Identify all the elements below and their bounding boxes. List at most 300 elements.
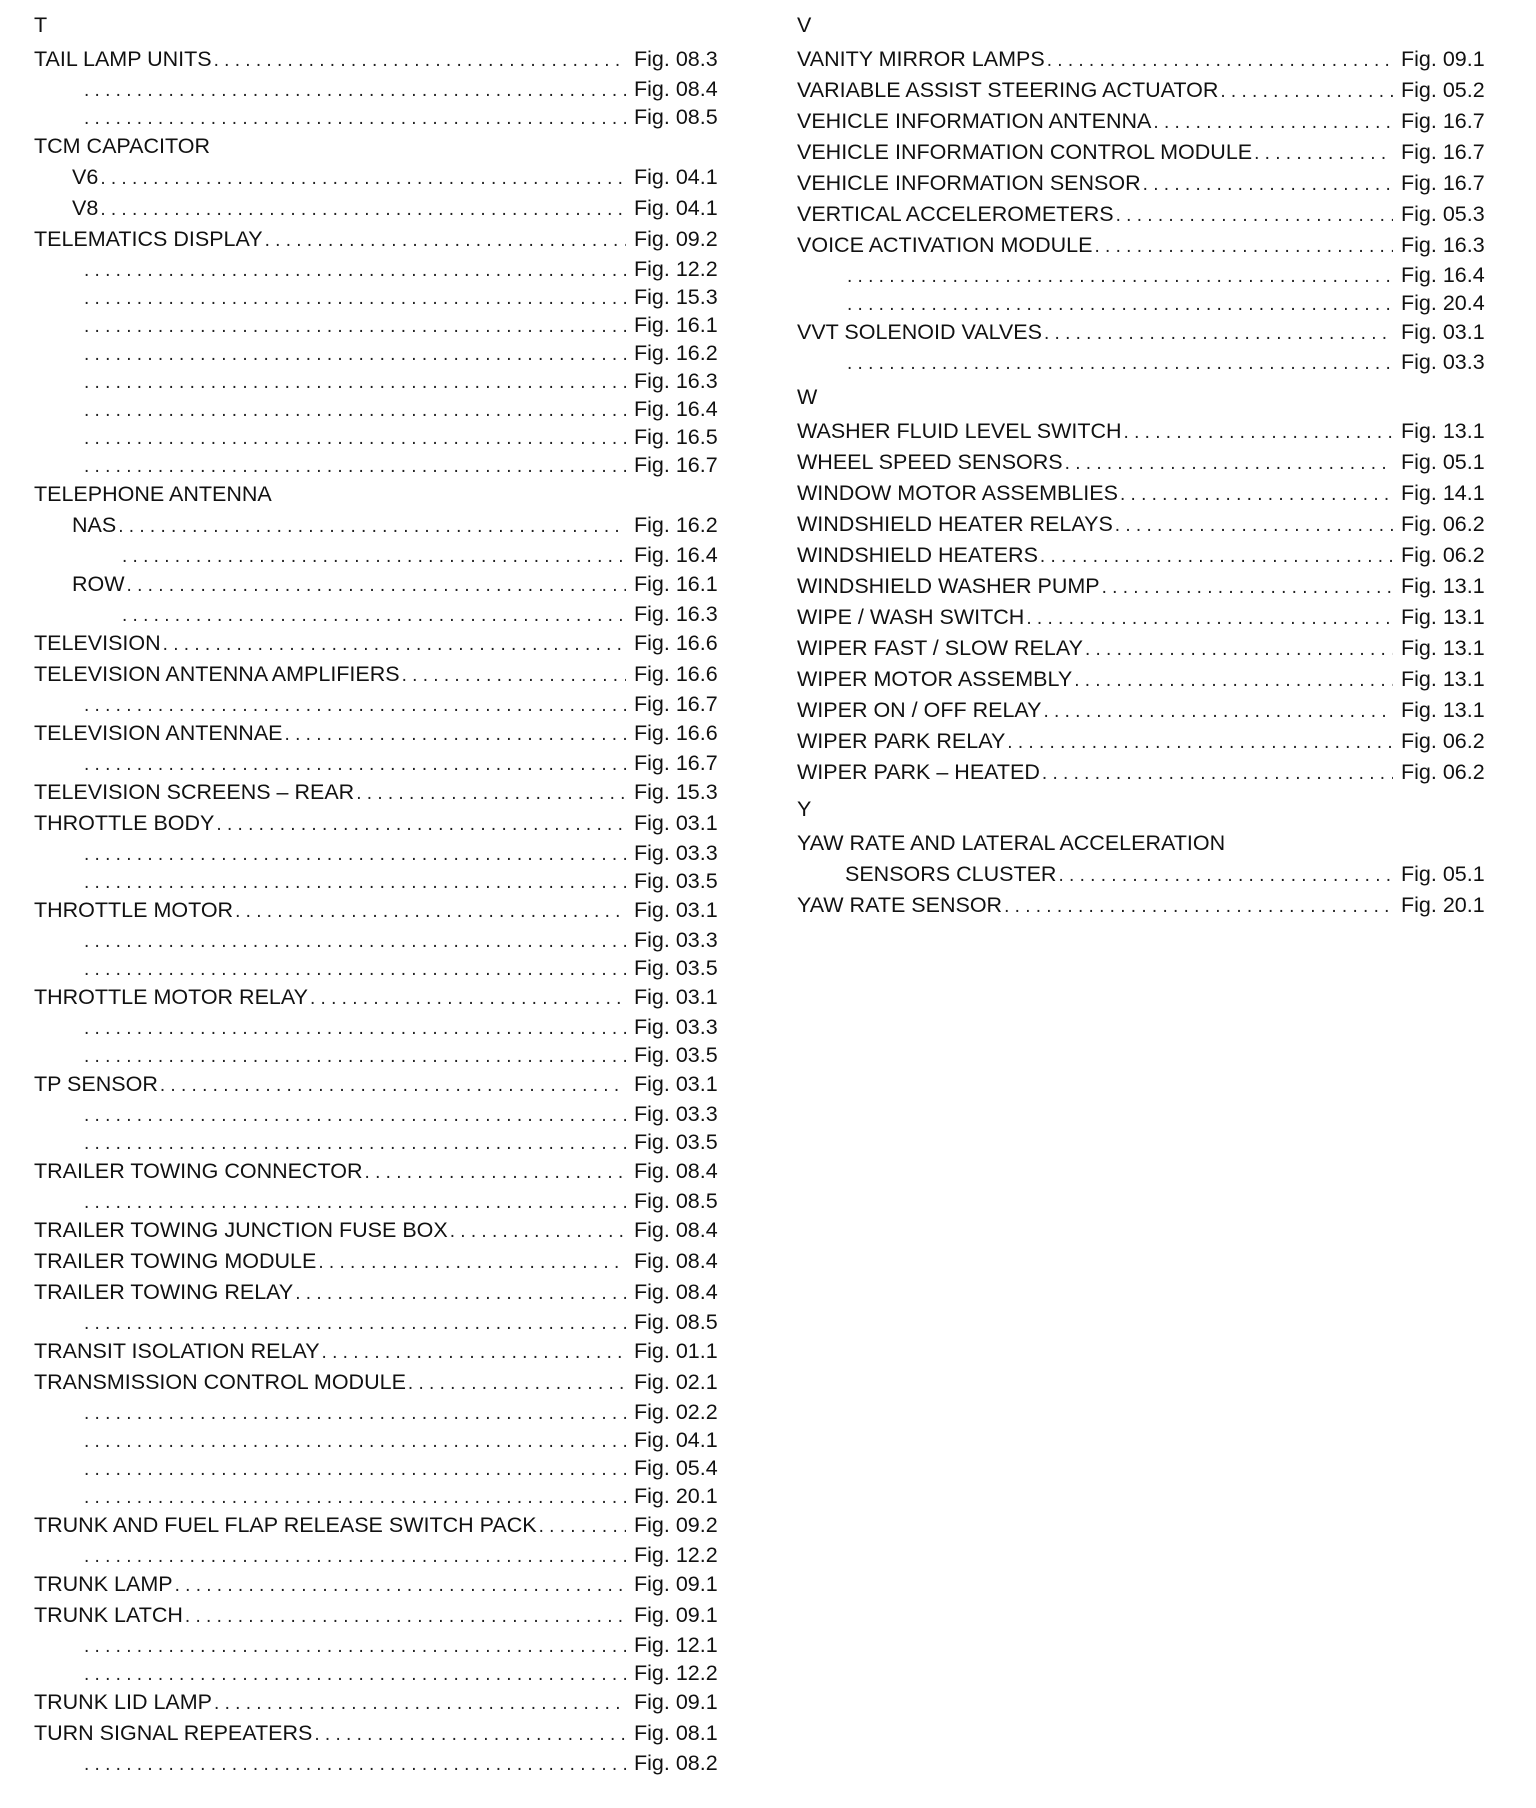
entry-label: VERTICAL ACCELEROMETERS — [797, 202, 1114, 226]
figure-reference[interactable]: Fig. 06.2 — [1401, 729, 1485, 753]
index-entry — [34, 690, 720, 718]
figure-reference[interactable]: Fig. 03.1 — [634, 985, 718, 1009]
index-entry — [34, 1659, 720, 1687]
figure-reference[interactable]: Fig. 09.1 — [1401, 47, 1485, 71]
dot-leader — [322, 1337, 626, 1367]
entry-label: NAS — [72, 513, 117, 537]
entry-label: WINDOW MOTOR ASSEMBLIES — [797, 481, 1118, 505]
dot-leader — [84, 453, 626, 479]
figure-reference[interactable]: Fig. 08.4 — [634, 1218, 718, 1242]
entry-label: WINDSHIELD HEATER RELAYS — [797, 512, 1113, 536]
dot-leader — [1153, 107, 1393, 137]
entry-label: WIPE / WASH SWITCH — [797, 605, 1025, 629]
dot-leader — [84, 1400, 626, 1426]
index-entry — [34, 311, 720, 339]
figure-reference[interactable]: Fig. 03.5 — [634, 1043, 718, 1067]
figure-reference[interactable]: Fig. 04.1 — [634, 165, 718, 189]
figure-reference[interactable]: Fig. 08.3 — [634, 47, 718, 71]
index-entry — [34, 193, 720, 224]
entry-label: VEHICLE INFORMATION ANTENNA — [797, 109, 1152, 133]
figure-reference[interactable]: Fig. 16.4 — [634, 543, 718, 567]
index-entry — [797, 168, 1487, 199]
index-entry — [34, 423, 720, 451]
dot-leader — [1042, 758, 1393, 788]
dot-leader — [1065, 448, 1393, 478]
index-entry — [797, 859, 1487, 890]
index-entry — [34, 1367, 720, 1398]
figure-reference[interactable]: Fig. 09.1 — [634, 1690, 718, 1714]
dot-leader — [1044, 318, 1393, 348]
figure-reference[interactable]: Fig. 16.1 — [634, 572, 718, 596]
index-entry — [34, 1308, 720, 1336]
dot-leader — [285, 719, 626, 749]
index-entry — [34, 1041, 720, 1069]
entry-label: WIPER ON / OFF RELAY — [797, 698, 1042, 722]
index-entry — [34, 395, 720, 423]
figure-reference[interactable]: Fig. 16.3 — [634, 369, 718, 393]
dot-leader — [84, 956, 626, 982]
figure-reference[interactable]: Fig. 08.5 — [634, 105, 718, 129]
figure-reference[interactable]: Fig. 16.2 — [634, 341, 718, 365]
index-entry — [34, 162, 720, 193]
figure-reference[interactable]: Fig. 20.4 — [1401, 291, 1485, 315]
index-entry — [34, 808, 720, 839]
index-entry — [34, 1687, 720, 1718]
index-entry — [797, 44, 1487, 75]
entry-label: TAIL LAMP UNITS — [34, 47, 212, 71]
figure-reference[interactable]: Fig. 15.3 — [634, 285, 718, 309]
dot-leader — [84, 1543, 626, 1569]
dot-leader — [84, 341, 626, 367]
section-letter: W — [797, 385, 818, 409]
dot-leader — [84, 692, 626, 718]
dot-leader — [365, 1157, 626, 1187]
index-entry — [34, 926, 720, 954]
dot-leader — [84, 1043, 626, 1069]
figure-reference[interactable]: Fig. 04.1 — [634, 1428, 718, 1452]
dot-leader — [356, 778, 626, 808]
index-entry — [34, 895, 720, 926]
entry-label: TRANSMISSION CONTROL MODULE — [34, 1370, 406, 1394]
dot-leader — [1102, 572, 1393, 602]
index-entry — [34, 1454, 720, 1482]
index-entry — [34, 628, 720, 659]
index-entry — [34, 569, 720, 600]
index-entry — [34, 1718, 720, 1749]
figure-reference[interactable]: Fig. 09.2 — [634, 1513, 718, 1537]
dot-leader — [84, 751, 626, 777]
figure-reference[interactable]: Fig. 16.3 — [634, 602, 718, 626]
index-entry — [34, 1215, 720, 1246]
dot-leader — [265, 225, 626, 255]
index-entry — [34, 367, 720, 395]
dot-leader — [185, 1601, 626, 1631]
figure-reference[interactable]: Fig. 16.7 — [1401, 109, 1485, 133]
entry-label: TRUNK AND FUEL FLAP RELEASE SWITCH PACK — [34, 1513, 537, 1537]
index-entry — [34, 451, 720, 479]
index-entry — [797, 348, 1487, 376]
figure-reference[interactable]: Fig. 13.1 — [1401, 574, 1485, 598]
index-entry — [34, 339, 720, 367]
figure-reference[interactable]: Fig. 09.1 — [634, 1572, 718, 1596]
figure-reference[interactable]: Fig. 13.1 — [1401, 698, 1485, 722]
index-entry — [34, 224, 720, 255]
dot-leader — [84, 105, 626, 131]
dot-leader — [84, 1633, 626, 1659]
entry-label: TRUNK LID LAMP — [34, 1690, 213, 1714]
dot-leader — [84, 77, 626, 103]
index-entry — [34, 1336, 720, 1367]
index-entry — [34, 1426, 720, 1454]
dot-leader — [84, 425, 626, 451]
figure-reference[interactable]: Fig. 13.1 — [1401, 636, 1485, 660]
dot-leader — [100, 194, 626, 224]
dot-leader — [84, 1751, 626, 1777]
index-entry — [34, 659, 720, 690]
dot-leader — [84, 1428, 626, 1454]
figure-reference[interactable]: Fig. 16.7 — [1401, 171, 1485, 195]
entry-label: TRANSIT ISOLATION RELAY — [34, 1339, 320, 1363]
entry-label: VEHICLE INFORMATION SENSOR — [797, 171, 1141, 195]
entry-label: TRUNK LATCH — [34, 1603, 183, 1627]
entry-label: WIPER MOTOR ASSEMBLY — [797, 667, 1073, 691]
entry-label: YAW RATE AND LATERAL ACCELERATION — [797, 831, 1226, 855]
dot-leader — [1116, 200, 1393, 230]
index-entry — [34, 131, 720, 162]
figure-reference[interactable]: Fig. 13.1 — [1401, 605, 1485, 629]
dot-leader — [118, 511, 626, 541]
figure-reference[interactable]: Fig. 09.2 — [634, 227, 718, 251]
section-letter: V — [797, 13, 812, 37]
index-entry — [34, 283, 720, 311]
entry-label: VEHICLE INFORMATION CONTROL MODULE — [797, 140, 1253, 164]
index-entry — [34, 75, 720, 103]
dot-leader — [160, 1070, 626, 1100]
dot-leader — [216, 809, 626, 839]
figure-reference[interactable]: Fig. 05.1 — [1401, 862, 1485, 886]
entry-label: TRUNK LAMP — [34, 1572, 173, 1596]
index-entry — [34, 1510, 720, 1541]
entry-label: TCM CAPACITOR — [34, 134, 210, 158]
figure-reference[interactable]: Fig. 02.1 — [634, 1370, 718, 1394]
index-entry — [797, 447, 1487, 478]
index-entry — [34, 1398, 720, 1426]
figure-reference[interactable]: Fig. 12.2 — [634, 1543, 718, 1567]
dot-leader — [84, 1456, 626, 1482]
entry-label: THROTTLE BODY — [34, 811, 215, 835]
dot-leader — [214, 45, 626, 75]
index-entry — [797, 571, 1487, 602]
index-entry — [797, 478, 1487, 509]
dot-leader — [84, 1484, 626, 1510]
entry-label: THROTTLE MOTOR RELAY — [34, 985, 308, 1009]
entry-label: VVT SOLENOID VALVES — [797, 320, 1042, 344]
index-entry — [34, 255, 720, 283]
index-entry — [34, 103, 720, 131]
dot-leader — [84, 841, 626, 867]
figure-reference[interactable]: Fig. 08.1 — [634, 1721, 718, 1745]
index-entry — [34, 479, 720, 510]
entry-label: TELEMATICS DISPLAY — [34, 227, 263, 251]
figure-reference[interactable]: Fig. 08.4 — [634, 1280, 718, 1304]
dot-leader — [295, 1278, 626, 1308]
entry-label: VANITY MIRROR LAMPS — [797, 47, 1045, 71]
dot-leader — [127, 570, 626, 600]
dot-leader — [1040, 541, 1393, 571]
dot-leader — [122, 602, 626, 628]
index-entry — [34, 1541, 720, 1569]
figure-reference[interactable]: Fig. 03.1 — [1401, 320, 1485, 344]
figure-reference[interactable]: Fig. 03.3 — [634, 1102, 718, 1126]
section-letter: Y — [797, 797, 812, 821]
entry-label: YAW RATE SENSOR — [797, 893, 1003, 917]
index-column-right — [797, 10, 1487, 921]
figure-reference[interactable]: Fig. 03.5 — [634, 1130, 718, 1154]
entry-label: TELEPHONE ANTENNA — [34, 482, 272, 506]
index-column-left — [34, 10, 720, 1777]
figure-reference[interactable]: Fig. 12.2 — [634, 257, 718, 281]
figure-reference[interactable]: Fig. 03.1 — [634, 811, 718, 835]
dot-leader — [1074, 665, 1393, 695]
dot-leader — [84, 928, 626, 954]
dot-leader — [847, 350, 1393, 376]
index-entry — [797, 890, 1487, 921]
index-entry — [797, 509, 1487, 540]
entry-label: VOICE ACTIVATION MODULE — [797, 233, 1093, 257]
index-entry — [797, 757, 1487, 788]
entry-label: THROTTLE MOTOR — [34, 898, 234, 922]
figure-reference[interactable]: Fig. 16.1 — [634, 313, 718, 337]
figure-reference[interactable]: Fig. 16.7 — [634, 751, 718, 775]
figure-reference[interactable]: Fig. 03.5 — [634, 956, 718, 980]
dot-leader — [1220, 76, 1393, 106]
index-entry — [34, 1246, 720, 1277]
index-entry — [34, 1631, 720, 1659]
dot-leader — [1007, 727, 1393, 757]
dot-leader — [1124, 417, 1393, 447]
index-entry — [34, 749, 720, 777]
index-entry — [34, 1277, 720, 1308]
dot-leader — [1094, 231, 1393, 261]
dot-leader — [84, 1189, 626, 1215]
figure-reference[interactable]: Fig. 09.1 — [634, 1603, 718, 1627]
index-entry — [797, 633, 1487, 664]
dot-leader — [163, 629, 626, 659]
index-entry — [797, 828, 1487, 859]
figure-reference[interactable]: Fig. 06.2 — [1401, 760, 1485, 784]
index-entry — [797, 289, 1487, 317]
dot-leader — [1044, 696, 1394, 726]
index-entry — [797, 416, 1487, 447]
dot-leader — [408, 1368, 626, 1398]
figure-reference[interactable]: Fig. 16.4 — [634, 397, 718, 421]
dot-leader — [84, 1015, 626, 1041]
figure-reference[interactable]: Fig. 12.1 — [634, 1633, 718, 1657]
dot-leader — [84, 285, 626, 311]
dot-leader — [84, 369, 626, 395]
figure-reference[interactable]: Fig. 04.1 — [634, 196, 718, 220]
index-entry — [34, 954, 720, 982]
index-entry — [797, 75, 1487, 106]
entry-label: TELEVISION ANTENNA AMPLIFIERS — [34, 662, 400, 686]
figure-reference[interactable]: Fig. 16.4 — [1401, 263, 1485, 287]
index-entries — [34, 44, 720, 1777]
dot-leader — [847, 263, 1393, 289]
entry-label: WASHER FLUID LEVEL SWITCH — [797, 419, 1122, 443]
figure-reference[interactable]: Fig. 13.1 — [1401, 419, 1485, 443]
figure-reference[interactable]: Fig. 16.7 — [634, 692, 718, 716]
figure-reference[interactable]: Fig. 03.3 — [634, 928, 718, 952]
entry-label: TP SENSOR — [34, 1072, 158, 1096]
dot-leader — [402, 660, 626, 690]
figure-reference[interactable]: Fig. 20.1 — [634, 1484, 718, 1508]
entry-label: TRAILER TOWING CONNECTOR — [34, 1159, 363, 1183]
dot-leader — [1004, 891, 1393, 921]
dot-leader — [84, 1130, 626, 1156]
index-entries — [797, 416, 1487, 788]
entry-label: WHEEL SPEED SENSORS — [797, 450, 1063, 474]
figure-reference[interactable]: Fig. 03.1 — [634, 898, 718, 922]
figure-reference[interactable]: Fig. 03.3 — [634, 841, 718, 865]
index-entry — [34, 600, 720, 628]
index-entry — [797, 106, 1487, 137]
figure-reference[interactable]: Fig. 16.3 — [1401, 233, 1485, 257]
index-entry — [797, 540, 1487, 571]
entry-label: V6 — [72, 165, 99, 189]
dot-leader — [1026, 603, 1393, 633]
figure-reference[interactable]: Fig. 05.4 — [634, 1456, 718, 1480]
figure-reference[interactable]: Fig. 06.2 — [1401, 512, 1485, 536]
index-entry — [34, 44, 720, 75]
dot-leader — [235, 896, 626, 926]
dot-leader — [450, 1216, 626, 1246]
index-entry — [34, 1187, 720, 1215]
dot-leader — [84, 397, 626, 423]
figure-reference[interactable]: Fig. 03.3 — [1401, 350, 1485, 374]
figure-reference[interactable]: Fig. 08.4 — [634, 77, 718, 101]
figure-reference[interactable]: Fig. 08.4 — [634, 1249, 718, 1273]
figure-reference[interactable]: Fig. 14.1 — [1401, 481, 1485, 505]
dot-leader — [847, 291, 1393, 317]
dot-leader — [1120, 479, 1393, 509]
figure-reference[interactable]: Fig. 02.2 — [634, 1400, 718, 1424]
figure-reference[interactable]: Fig. 20.1 — [1401, 893, 1485, 917]
dot-leader — [100, 163, 626, 193]
figure-reference[interactable]: Fig. 01.1 — [634, 1339, 718, 1363]
figure-reference[interactable]: Fig. 08.5 — [634, 1310, 718, 1334]
figure-reference[interactable]: Fig. 05.3 — [1401, 202, 1485, 226]
figure-reference[interactable]: Fig. 16.6 — [634, 662, 718, 686]
index-entry — [34, 1069, 720, 1100]
index-entries — [797, 828, 1487, 921]
figure-reference[interactable]: Fig. 16.6 — [634, 631, 718, 655]
dot-leader — [1047, 45, 1393, 75]
index-entry — [797, 199, 1487, 230]
dot-leader — [84, 313, 626, 339]
dot-leader — [310, 983, 626, 1013]
index-entry — [34, 777, 720, 808]
dot-leader — [1143, 169, 1393, 199]
index-entry — [34, 1569, 720, 1600]
index-entry — [34, 1749, 720, 1777]
entry-label: TRAILER TOWING JUNCTION FUSE BOX — [34, 1218, 448, 1242]
entry-label: WINDSHIELD HEATERS — [797, 543, 1038, 567]
figure-reference[interactable]: Fig. 03.5 — [634, 869, 718, 893]
dot-leader — [314, 1719, 626, 1749]
dot-leader — [1115, 510, 1393, 540]
dot-leader — [84, 1310, 626, 1336]
index-entry — [797, 664, 1487, 695]
figure-reference[interactable]: Fig. 16.7 — [634, 453, 718, 477]
index-entry — [797, 695, 1487, 726]
entry-label: WIPER PARK RELAY — [797, 729, 1006, 753]
index-entry — [797, 602, 1487, 633]
index-entry — [34, 718, 720, 749]
figure-reference[interactable]: Fig. 16.6 — [634, 721, 718, 745]
figure-reference[interactable]: Fig. 08.5 — [634, 1189, 718, 1213]
dot-leader — [1058, 860, 1393, 890]
index-entry — [34, 1482, 720, 1510]
figure-reference[interactable]: Fig. 16.2 — [634, 513, 718, 537]
figure-reference[interactable]: Fig. 03.3 — [634, 1015, 718, 1039]
index-entry — [797, 230, 1487, 261]
entry-label: V8 — [72, 196, 99, 220]
figure-reference[interactable]: Fig. 12.2 — [634, 1661, 718, 1685]
index-entry — [34, 1156, 720, 1187]
index-entry — [34, 1600, 720, 1631]
figure-reference[interactable]: Fig. 06.2 — [1401, 543, 1485, 567]
dot-leader — [214, 1688, 626, 1718]
index-entry — [797, 261, 1487, 289]
figure-reference[interactable]: Fig. 08.4 — [634, 1159, 718, 1183]
index-entry — [797, 317, 1487, 348]
dot-leader — [84, 869, 626, 895]
figure-reference[interactable]: Fig. 16.5 — [634, 425, 718, 449]
figure-reference[interactable]: Fig. 16.7 — [1401, 140, 1485, 164]
entry-label: TRAILER TOWING RELAY — [34, 1280, 294, 1304]
figure-reference[interactable]: Fig. 13.1 — [1401, 667, 1485, 691]
index-entries — [797, 44, 1487, 376]
section-letter: T — [34, 13, 48, 37]
figure-reference[interactable]: Fig. 05.1 — [1401, 450, 1485, 474]
entry-label: TELEVISION SCREENS – REAR — [34, 780, 355, 804]
dot-leader — [1085, 634, 1393, 664]
entry-label: TELEVISION — [34, 631, 161, 655]
figure-reference[interactable]: Fig. 03.1 — [634, 1072, 718, 1096]
entry-label: SENSORS CLUSTER — [845, 862, 1057, 886]
figure-reference[interactable]: Fig. 08.2 — [634, 1751, 718, 1775]
dot-leader — [539, 1511, 626, 1541]
index-entry — [797, 137, 1487, 168]
dot-leader — [318, 1247, 626, 1277]
entry-label: WIPER FAST / SLOW RELAY — [797, 636, 1083, 660]
entry-label: VARIABLE ASSIST STEERING ACTUATOR — [797, 78, 1219, 102]
entry-label: TURN SIGNAL REPEATERS — [34, 1721, 313, 1745]
index-entry — [34, 1128, 720, 1156]
entry-label: TRAILER TOWING MODULE — [34, 1249, 317, 1273]
index-entry — [34, 982, 720, 1013]
dot-leader — [84, 1102, 626, 1128]
index-entry — [34, 541, 720, 569]
dot-leader — [122, 543, 626, 569]
figure-reference[interactable]: Fig. 05.2 — [1401, 78, 1485, 102]
index-entry — [34, 510, 720, 541]
entry-label: ROW — [72, 572, 125, 596]
entry-label: TELEVISION ANTENNAE — [34, 721, 283, 745]
index-entry — [34, 867, 720, 895]
figure-reference[interactable]: Fig. 15.3 — [634, 780, 718, 804]
index-entry — [34, 1100, 720, 1128]
